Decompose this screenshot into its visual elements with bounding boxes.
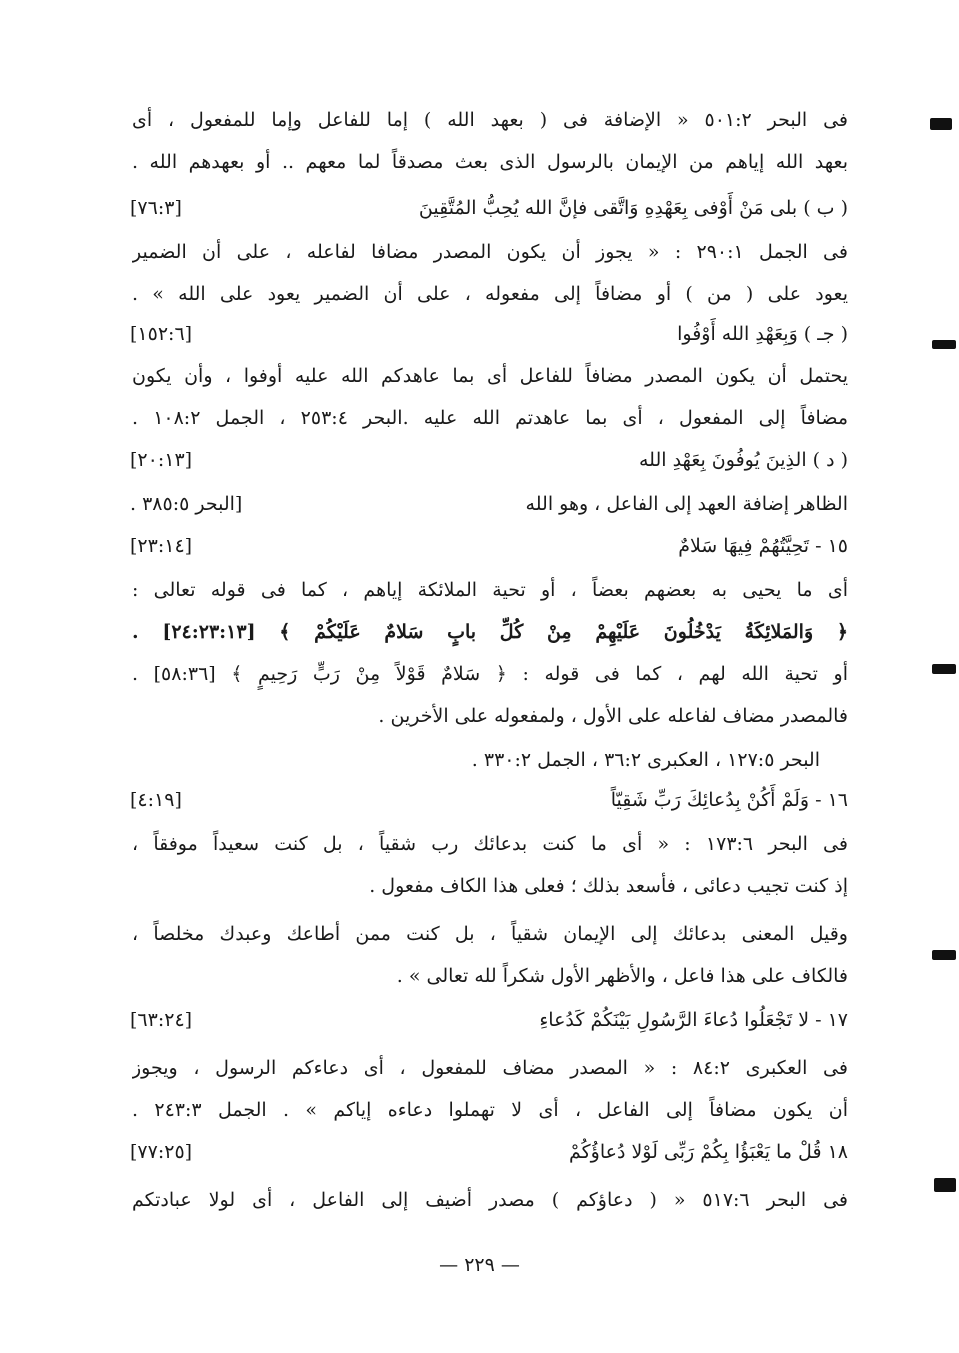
text-line: مضافاً إلى المفعول ، أى بما عاهدتم الله عليه .البحر ٢٥٣:٤ ، الجمل ١٠٨:٢ . [132, 407, 848, 429]
verse-reference: [٤:١٩] [130, 789, 182, 811]
section-heading-15: ١٥ - تَحِيَّتُهُمْ فِيهَا سَلامٌ [678, 535, 848, 557]
margin-mark [932, 950, 956, 960]
text-line: وقيل المعنى بدعائك إلى الإيمان شقياً ، بل كنت ممن أطاعك وعبدك مخلصاً ، [132, 923, 848, 945]
verse-reference: [٧٦:٣] [130, 197, 182, 219]
text-line: الظاهر إضافة العهد إلى الفاعل ، وهو الله [525, 493, 848, 515]
text-line: فى البحر ٥٠١:٢ « الإضافة فى ( بعهد الله ) إما للفاعل وإما للمفعول ، أى [132, 109, 848, 131]
text-line: يعود على ( من ) أو مضافاً إلى مفعوله ، على أن الضمير يعود على الله » . [132, 283, 848, 305]
quran-verse-line: ( جـ ) وَبِعَهْدِ الله أَوْفُوا [677, 323, 848, 345]
text-line: فى العكبرى ٨٤:٢ : « المصدر مضاف للمفعول ، أى دعاءكم الرسول ، ويجوز [132, 1057, 848, 1079]
text-line: يحتمل أن يكون المصدر مضافاً للفاعل أى بما عاهدكم الله عليه أوفوا ، وأن يكون [132, 365, 848, 387]
text-line: فى البحر ٥١٧:٦ « ( دعاؤكم ) مصدر أضيف إلى الفاعل ، أى لولا عبادتكم [132, 1189, 848, 1211]
text-line: بعهد الله إياهم من الإيمان بالرسول الذى بعث مصدقاً لما معهم .. أو بعهدهم الله . [132, 151, 848, 173]
verse-reference: [٦٣:٢٤] [130, 1009, 193, 1031]
margin-mark [930, 118, 952, 130]
text-line: أن يكون مضافاً إلى الفاعل ، أى لا تهملوا دعاءه إياكم » . الجمل ٢٤٣:٣ . [132, 1099, 848, 1121]
text-line: أى ما يحيى به بعضهم بعضاً ، أو تحية الملائكة إياهم ، كما فى قوله تعالى : [132, 579, 848, 601]
quran-verse-line: ( د ) الذِينَ يُوفُونَ بِعَهْدِ الله [639, 449, 848, 471]
section-heading-18: ١٨ قُلْ ما يَعْبَؤُا بِكُمْ رَبِّى لَوْلا دُعاؤُكُمْ [568, 1141, 848, 1163]
quran-verse-line: ( ب ) بلى مَنْ أَوْفى بِعَهْدِهِ وَاتَّقى فإنَّ الله يُحِبُّ المُتَّقِينَ [418, 197, 848, 219]
page-number: — ٢٢٩ — [439, 1254, 520, 1276]
quran-quote-line: ﴿ وَالمَلائِكَةُ يَدْخُلُونَ عَلَيْهِمْ مِنْ كُلِّ بابٍ سَلامٌ عَلَيْكُمْ ﴾ [٢٤:٢٣:١٣] . [132, 621, 848, 643]
source-reference: البحر ١٢٧:٥ ، العكبرى ٣٦:٢ ، الجمل ٣٣٠:٢ . [471, 749, 820, 771]
text-line: إذ كنت تجيب دعائى ، فأسعد بذلك ؛ فعلى هذا الكاف مفعول . [369, 875, 848, 897]
section-heading-16: ١٦ - وَلَمْ أَكُنْ بِدُعائِكَ رَبِّ شَقِيّاً [610, 789, 848, 811]
section-heading-17: ١٧ - لا تَجْعَلُوا دُعاءَ الرَّسُولِ بَيْنَكُمْ كَدُعاءِ [539, 1009, 848, 1031]
margin-mark [932, 664, 956, 674]
verse-reference: [٧٧:٢٥] [130, 1141, 193, 1163]
text-line: فالمصدر مضاف لفاعله على الأول ، ولمفعوله على الأخرين . [378, 705, 848, 727]
verse-reference: [٢٣:١٤] [130, 535, 193, 557]
quran-quote-line: أو تحية الله لهم ، كما فى قوله : ﴿ سَلامٌ قَوْلاً مِنْ رَبٍّ رَحِيمٍ ﴾ [٥٨:٣٦] . [132, 663, 848, 685]
verse-reference: [٢٠:١٣] [130, 449, 193, 471]
text-line: فى الجمل ٢٩٠:١ : « يجوز أن يكون المصدر مضافا لفاعله ، على أن الضمير [132, 241, 848, 263]
margin-mark [934, 1178, 956, 1192]
margin-mark [932, 340, 956, 349]
text-line: فى البحر ١٧٣:٦ : « أى ما كنت بدعائك رب شقياً ، بل كنت سعيداً موفقاً ، [132, 833, 848, 855]
source-reference: [البحر ٣٨٥:٥ . [130, 493, 243, 515]
verse-reference: [١٥٢:٦] [130, 323, 193, 345]
text-line: فالكاف على هذا فاعل ، والأظهر الأول شكراً لله تعالى » . [396, 965, 848, 987]
